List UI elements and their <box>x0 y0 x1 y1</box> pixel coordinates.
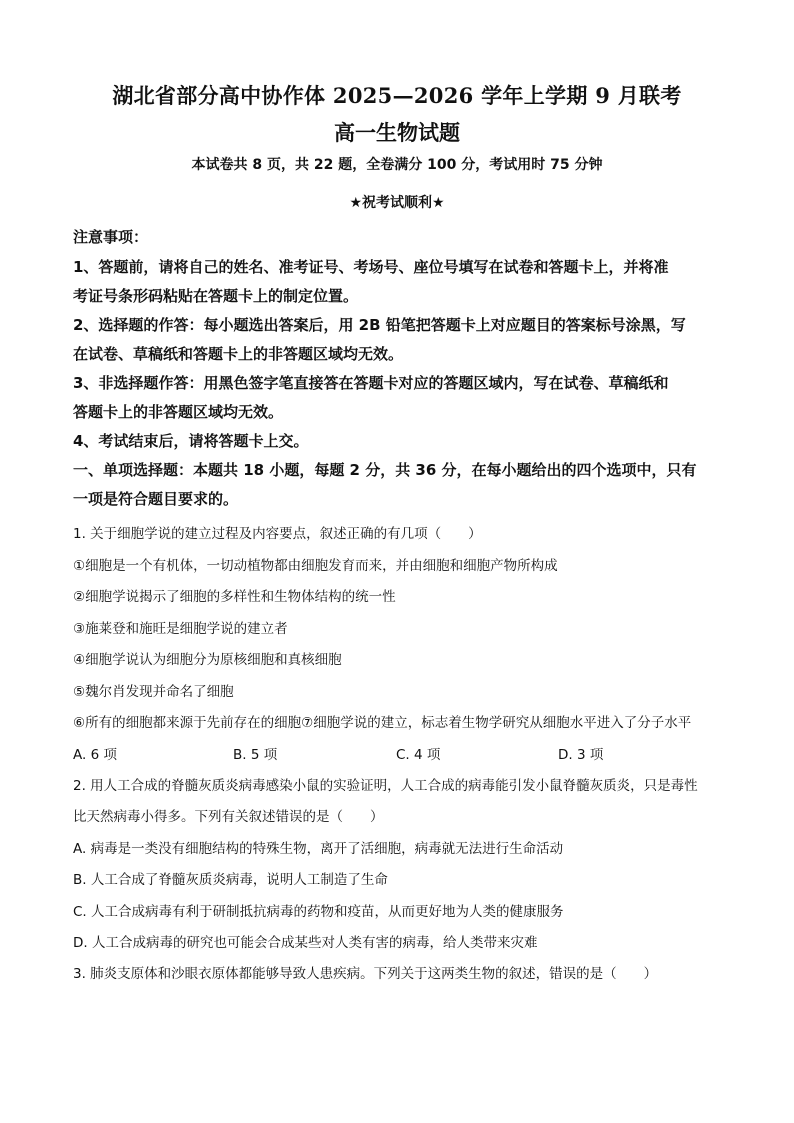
question-2-option-c: C. 人工合成病毒有利于研制抵抗病毒的药物和疫苗，从而更好地为人类的健康服务 <box>73 904 564 920</box>
question-1-statement-5: ⑤魏尔肖发现并命名了细胞 <box>73 684 234 700</box>
question-2-stem-line-1: 2. 用人工合成的脊髓灰质炎病毒感染小鼠的实验证明，人工合成的病毒能引发小鼠脊髓灰质炎，只是毒性 <box>73 778 698 794</box>
question-1-statement-4: ④细胞学说认为细胞分为原核细胞和真核细胞 <box>73 652 342 668</box>
notice-item-3-line-2: 答题卡上的非答题区域均无效。 <box>73 403 284 421</box>
question-1-stem: 1. 关于细胞学说的建立过程及内容要点，叙述正确的有几项（ ） <box>73 526 482 542</box>
notice-item-4: 4、考试结束后，请将答题卡上交。 <box>73 432 309 450</box>
question-1-statement-6: ⑥所有的细胞都来源于先前存在的细胞⑦细胞学说的建立，标志着生物学研究从细胞水平进入了分子水平 <box>73 715 692 731</box>
notice-item-2-line-1: 2、选择题的作答：每小题选出答案后，用 2B 铅笔把答题卡上对应题目的答案标号涂黑，写 <box>73 316 686 334</box>
notice-heading: 注意事项： <box>73 228 149 246</box>
question-3-stem: 3. 肺炎支原体和沙眼衣原体都能够导致人患疾病。下列关于这两类生物的叙述，错误的是（ ） <box>73 966 658 982</box>
notice-item-1-line-1: 1、答题前，请将自己的姓名、准考证号、考场号、座位号填写在试卷和答题卡上，并将准 <box>73 258 669 276</box>
question-1-option-d: D. 3 项 <box>558 747 604 763</box>
question-1-statement-2: ②细胞学说揭示了细胞的多样性和生物体结构的统一性 <box>73 589 396 605</box>
question-1-statement-1: ①细胞是一个有机体，一切动植物都由细胞发育而来，并由细胞和细胞产物所构成 <box>73 558 558 574</box>
notice-item-3-line-1: 3、非选择题作答：用黑色签字笔直接答在答题卡对应的答题区域内，写在试卷、草稿纸和 <box>73 374 669 392</box>
notice-item-2-line-2: 在试卷、草稿纸和答题卡上的非答题区域均无效。 <box>73 345 404 363</box>
section-heading-line-2: 一项是符合题目要求的。 <box>73 490 239 508</box>
page-title: 湖北省部分高中协作体 2025—2026 学年上学期 9 月联考 <box>112 83 682 108</box>
section-heading-line-1: 一、单项选择题：本题共 18 小题，每题 2 分，共 36 分，在每小题给出的四个选项中，只有 <box>73 461 697 479</box>
question-2-stem-line-2: 比天然病毒小得多。下列有关叙述错误的是（ ） <box>73 809 384 825</box>
question-1-option-a: A. 6 项 <box>73 747 117 763</box>
question-2-option-d: D. 人工合成病毒的研究也可能会合成某些对人类有害的病毒，给人类带来灾难 <box>73 935 538 951</box>
exam-wish: ★祝考试顺利★ <box>349 195 445 211</box>
page-subtitle: 高一生物试题 <box>334 120 460 145</box>
question-1-option-c: C. 4 项 <box>396 747 441 763</box>
question-2-option-b: B. 人工合成了脊髓灰质炎病毒，说明人工制造了生命 <box>73 872 388 888</box>
question-2-option-a: A. 病毒是一类没有细胞结构的特殊生物，离开了活细胞，病毒就无法进行生命活动 <box>73 841 564 857</box>
question-1-option-b: B. 5 项 <box>233 747 278 763</box>
exam-info: 本试卷共 8 页，共 22 题，全卷满分 100 分，考试用时 75 分钟 <box>191 157 603 173</box>
question-1-statement-3: ③施莱登和施旺是细胞学说的建立者 <box>73 621 288 637</box>
notice-item-1-line-2: 考证号条形码粘贴在答题卡上的制定位置。 <box>73 287 359 305</box>
